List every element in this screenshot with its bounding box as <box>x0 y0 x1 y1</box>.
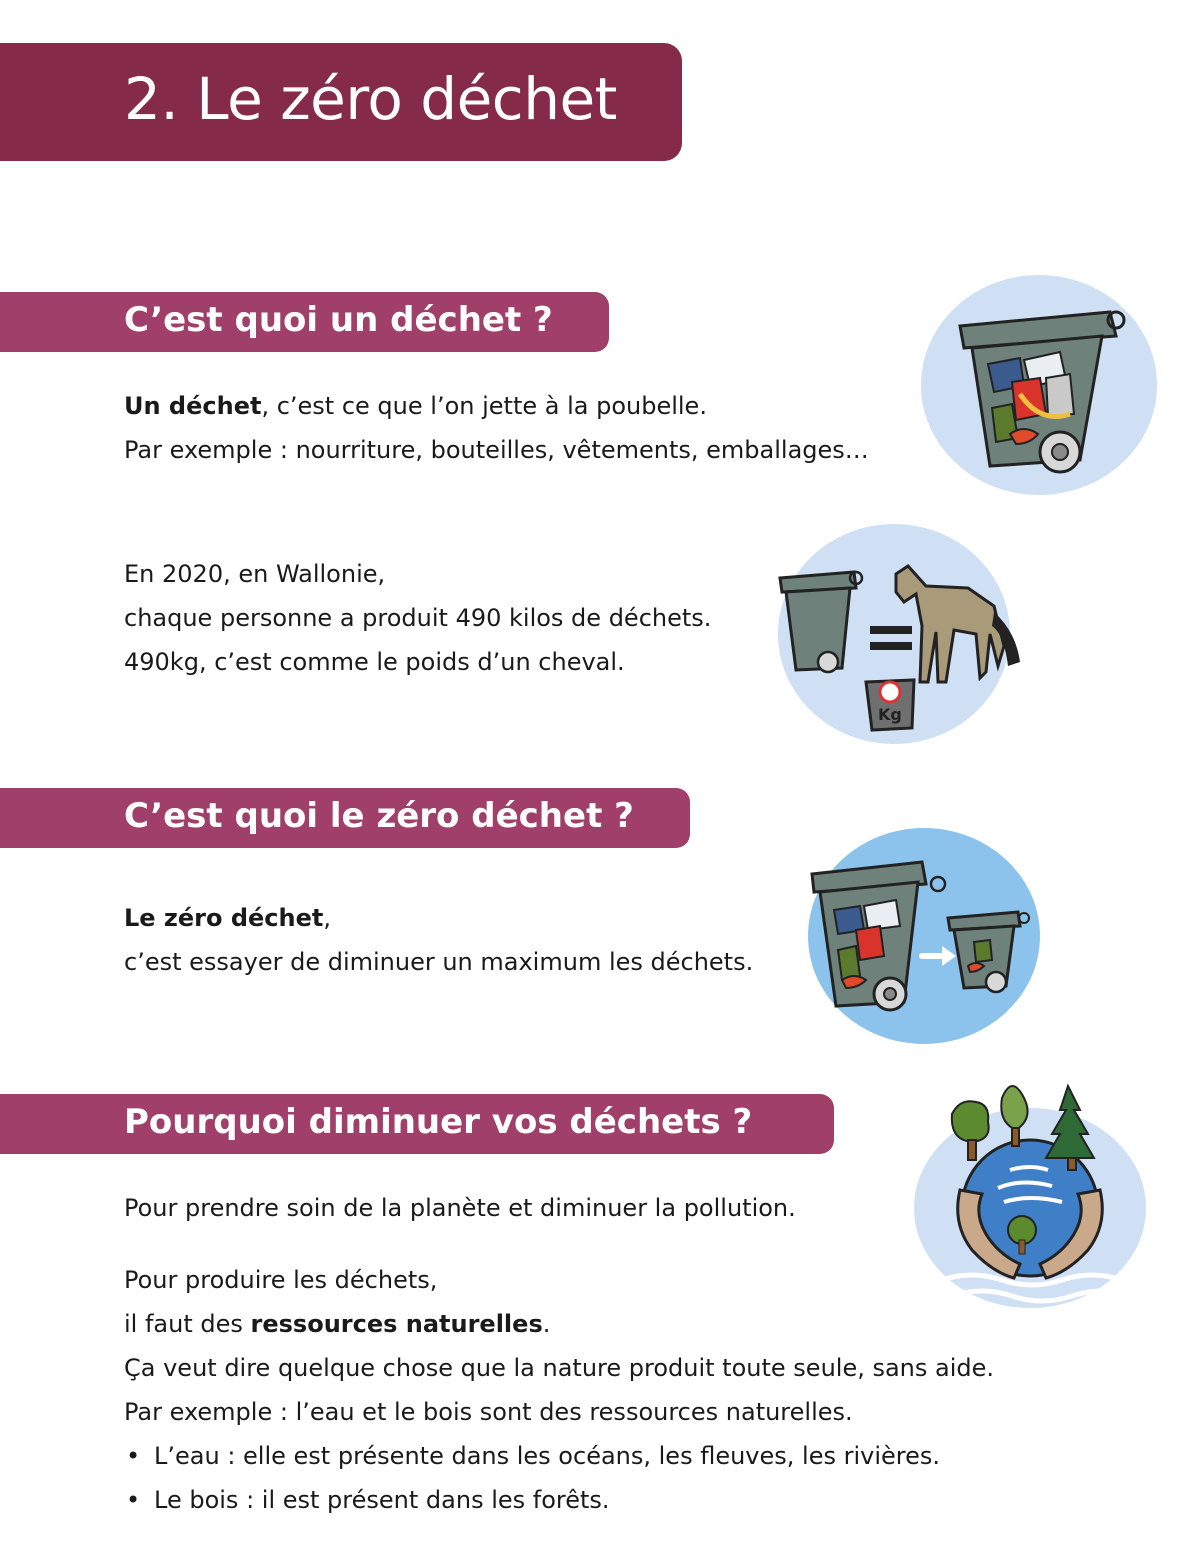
list-item: • L’eau : elle est présente dans les océans, les fleuves, les rivières. <box>124 1434 940 1478</box>
term-natural-resources: ressources naturelles <box>250 1310 543 1338</box>
paragraph-why-reduce: Pour prendre soin de la planète et diminuer la pollution. <box>124 1194 796 1222</box>
section-banner-why-reduce <box>0 1094 834 1154</box>
paragraph-zero-waste-definition: Le zéro déchet, c’est essayer de diminuer un maximum les déchets. <box>124 904 754 976</box>
chapter-banner <box>0 43 682 161</box>
scale-kg-label: Kg <box>878 705 902 724</box>
paragraph-natural-resources: Pour produire les déchets, il faut des ressources naturelles. Ça veut dire quelque chose que la nature produit toute seule, sans aide. Par exemple : l’eau et le bois sont des ressources naturelles. <box>124 1266 995 1426</box>
big-bin-to-small-bin-icon <box>806 826 1046 1046</box>
list-item: • Le bois : il est présent dans les forêts. <box>124 1478 940 1522</box>
section-heading: C’est quoi le zéro déchet ? <box>124 796 634 836</box>
section-heading: Pourquoi diminuer vos déchets ? <box>124 1102 753 1142</box>
section-heading: C’est quoi un déchet ? <box>124 300 553 340</box>
paragraph-waste-definition: Un déchet, c’est ce que l’on jette à la poubelle. Par exemple : nourriture, bouteilles, vêtements, emballages… <box>124 392 869 464</box>
trash-bin-icon <box>920 274 1158 496</box>
paragraph-waste-statistics: En 2020, en Wallonie, chaque personne a produit 490 kilos de déchets. 490kg, c’est comme le poids d’un cheval. <box>124 560 712 676</box>
section-banner-zero-waste <box>0 788 690 848</box>
section-banner-what-is-waste <box>0 292 609 352</box>
bin-equals-horse-icon <box>776 522 1024 746</box>
bullet-list-resources <box>124 1434 940 1522</box>
term-waste: Un déchet <box>124 392 262 420</box>
term-zero-waste: Le zéro déchet <box>124 904 324 932</box>
chapter-title: 2. Le zéro déchet <box>124 65 617 133</box>
earth-in-hands-icon <box>912 1074 1152 1310</box>
